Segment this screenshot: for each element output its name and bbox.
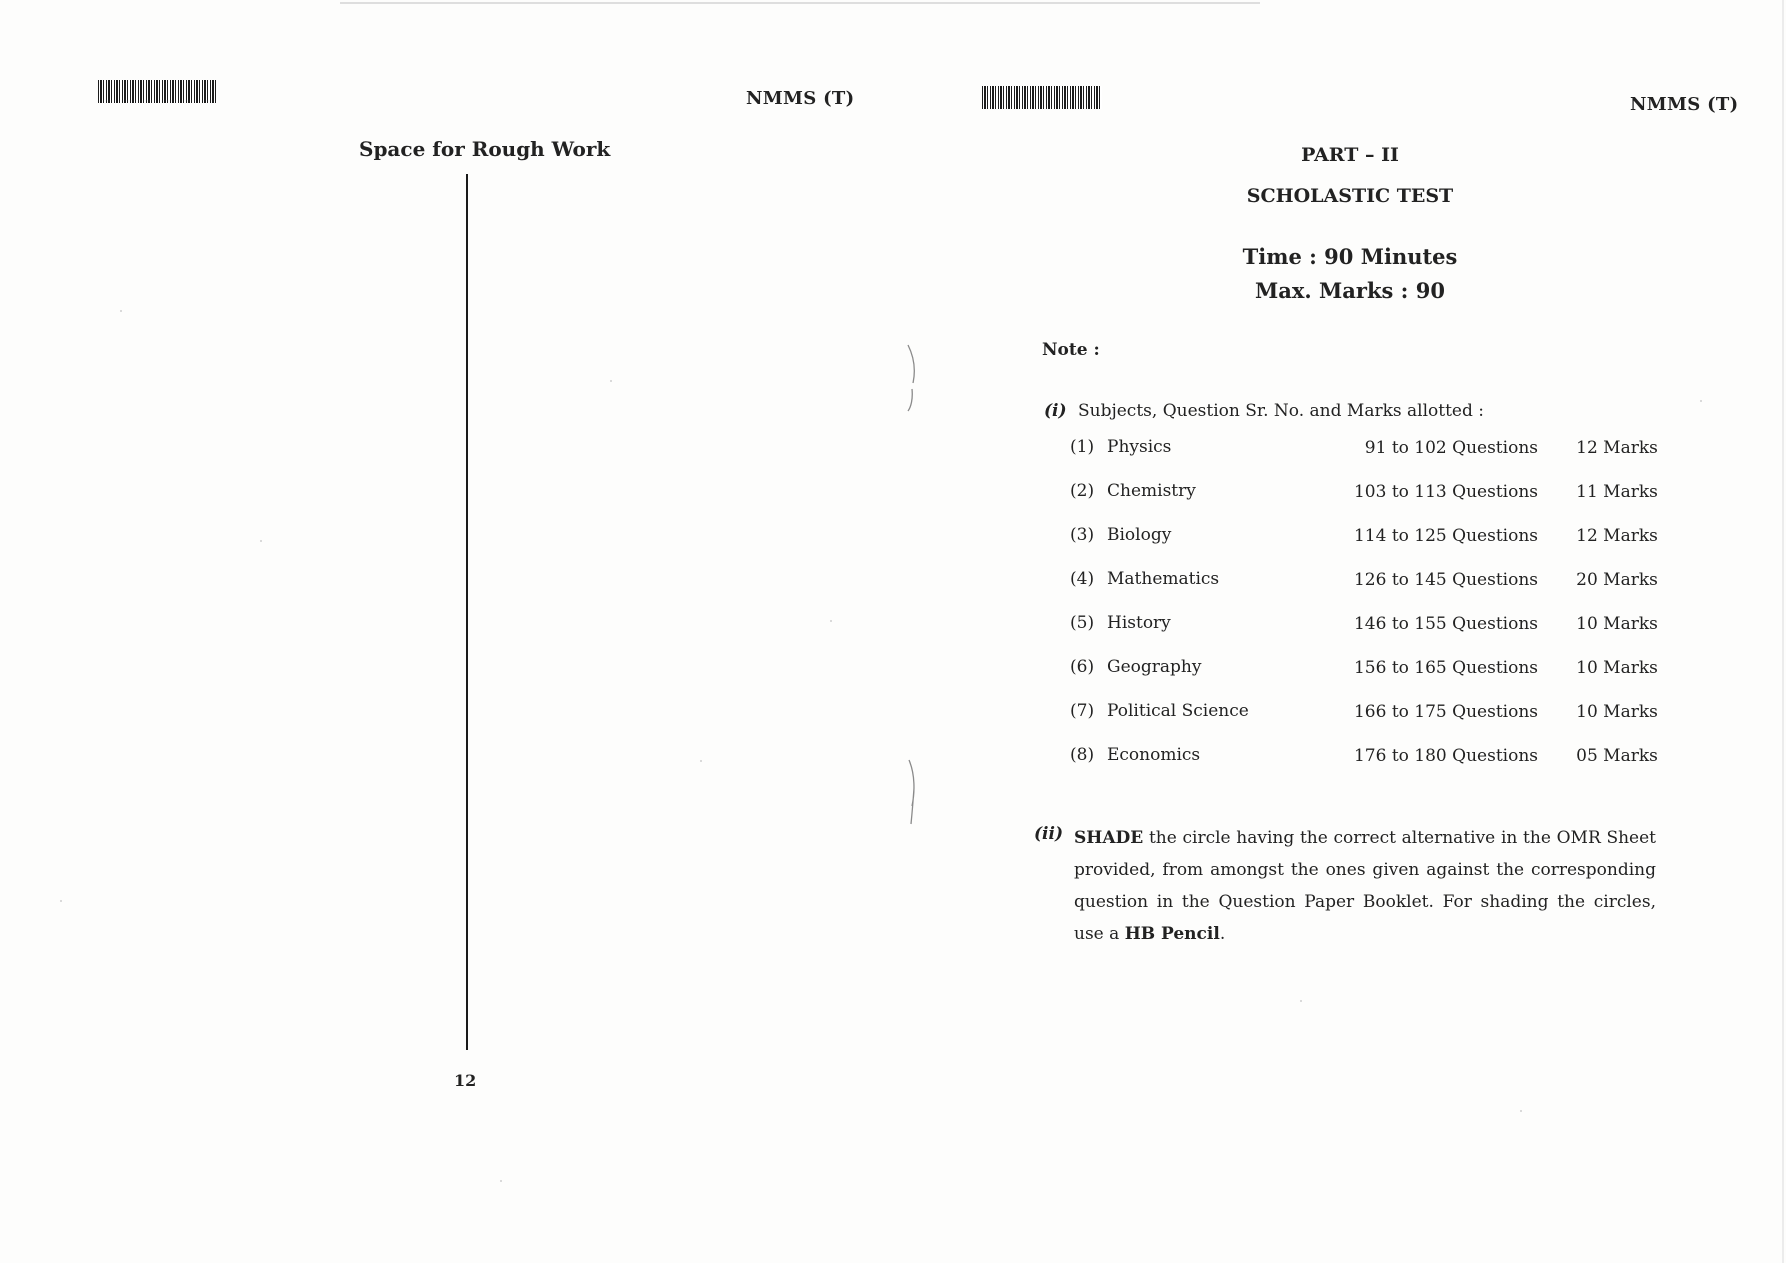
scan-right-edge (1782, 0, 1784, 1263)
subject-row (1070, 525, 1658, 569)
left-header-code: NMMS (T) (746, 88, 855, 109)
right-barcode (982, 86, 1102, 109)
question-range: 114 to 125 Questions (1353, 526, 1538, 546)
subject-marks: 20 Marks (1576, 570, 1658, 590)
subject-name: Mathematics (1107, 569, 1220, 589)
subject-row (1070, 701, 1658, 745)
part-title: PART – II (1301, 144, 1399, 166)
subject-row (1070, 657, 1658, 701)
subject-marks: 10 Marks (1576, 702, 1658, 722)
subject-marks: 11 Marks (1576, 482, 1658, 502)
right-header-code: NMMS (T) (1630, 94, 1739, 115)
scan-speck (60, 900, 62, 902)
scan-speck (120, 310, 122, 312)
subject-number: (2) (1070, 481, 1095, 501)
question-range: 146 to 155 Questions (1353, 614, 1538, 634)
scan-speck (700, 760, 702, 762)
subject-row (1070, 437, 1658, 481)
question-range: 176 to 180 Questions (1353, 746, 1538, 766)
subject-name: Political Science (1107, 701, 1249, 721)
scan-speck (610, 380, 612, 382)
subject-number: (8) (1070, 745, 1095, 765)
question-range: 126 to 145 Questions (1353, 570, 1538, 590)
rough-work-divider (466, 174, 468, 1050)
subject-row (1070, 613, 1658, 657)
subject-name: Chemistry (1107, 481, 1196, 501)
subject-marks: 10 Marks (1576, 658, 1658, 678)
scan-artifact-mark (905, 758, 919, 826)
subject-name: Geography (1107, 657, 1202, 677)
test-title: SCHOLASTIC TEST (1246, 185, 1454, 207)
left-barcode (98, 80, 218, 103)
scan-speck (260, 540, 262, 542)
subject-row (1070, 569, 1658, 613)
instruction-end: . (1219, 924, 1226, 944)
scan-speck (500, 1180, 502, 1182)
scan-top-edge (340, 2, 1260, 4)
item-i-label: (i) (1044, 401, 1067, 421)
question-range: 156 to 165 Questions (1353, 658, 1538, 678)
subject-number: (4) (1070, 569, 1095, 589)
shade-instruction (1074, 822, 1656, 950)
subject-marks: 10 Marks (1576, 614, 1658, 634)
page-number: 12 (454, 1071, 477, 1090)
subject-number: (1) (1070, 437, 1095, 457)
subject-name: Physics (1107, 437, 1172, 457)
subject-number: (5) (1070, 613, 1095, 633)
scan-speck (1300, 1000, 1302, 1002)
scan-speck (1700, 400, 1702, 402)
subject-name: History (1107, 613, 1171, 633)
subject-row (1070, 481, 1658, 525)
scan-artifact-mark (905, 343, 919, 413)
scan-speck (1520, 1110, 1522, 1112)
item-i-text: Subjects, Question Sr. No. and Marks allotted : (1078, 401, 1484, 421)
instruction-bold-lead: SHADE (1074, 828, 1144, 848)
item-ii-label: (ii) (1034, 824, 1064, 844)
time-limit: Time : 90 Minutes (1242, 244, 1458, 269)
subject-row (1070, 745, 1658, 789)
subject-number: (3) (1070, 525, 1095, 545)
instruction-bold-tail: HB Pencil (1124, 924, 1220, 944)
subject-marks: 12 Marks (1576, 438, 1658, 458)
instruction-text: the circle having the correct alternative in the OMR Sheet provided, from amongst the ones given against the corresponding question in the Question Paper Booklet. For shading the circles, use a (1074, 828, 1656, 944)
subject-name: Economics (1107, 745, 1201, 765)
subject-table (1070, 437, 1658, 789)
note-label: Note : (1042, 340, 1100, 360)
subject-marks: 12 Marks (1576, 526, 1658, 546)
max-marks: Max. Marks : 90 (1255, 278, 1445, 303)
subject-number: (7) (1070, 701, 1095, 721)
scan-speck (830, 620, 832, 622)
rough-work-title: Space for Rough Work (359, 137, 611, 161)
question-range: 91 to 102 Questions (1364, 438, 1538, 458)
question-range: 166 to 175 Questions (1353, 702, 1538, 722)
question-range: 103 to 113 Questions (1353, 482, 1538, 502)
subject-number: (6) (1070, 657, 1095, 677)
subject-name: Biology (1107, 525, 1172, 545)
subject-marks: 05 Marks (1576, 746, 1658, 766)
